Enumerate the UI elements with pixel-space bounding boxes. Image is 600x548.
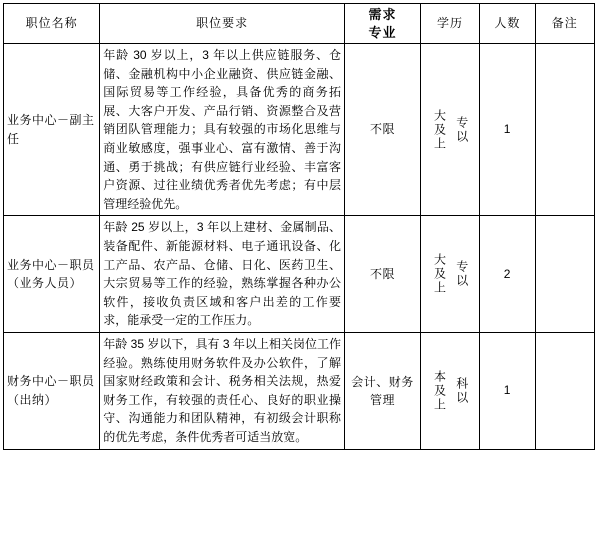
cell-major: 不限	[345, 44, 421, 216]
cell-position-name: 业务中心－副主任	[4, 44, 100, 216]
table-header-row	[4, 4, 595, 44]
cell-education-part2: 专以	[454, 260, 469, 289]
cell-headcount: 1	[480, 44, 535, 216]
header-position-requirements	[100, 4, 345, 44]
header-position-requirements-label: 职位要求	[196, 16, 249, 31]
cell-major	[345, 333, 421, 450]
header-headcount-label: 人数	[494, 16, 521, 31]
cell-remark	[535, 216, 594, 333]
cell-education-part2: 专以	[454, 115, 469, 144]
header-major	[345, 4, 421, 44]
cell-position-name: 财务中心－职员（出纳）	[4, 333, 100, 450]
cell-education-part1: 本及上	[432, 369, 447, 412]
table-row	[4, 44, 595, 216]
header-position-name-label: 职位名称	[25, 16, 78, 31]
header-major-line2: 专业	[368, 24, 397, 40]
header-major-line1: 需求	[368, 7, 397, 22]
cell-position-requirements: 年龄 30 岁以上，3 年以上供应链服务、仓储、金融机构中小企业融资、供应链金融、国际贸易等工作经验，具备优秀的商务拓展、大客户开发、产品行销、资源整合及营销团队管理能力；具有较强的市场化思维与商业敏感度，强事业心、富有激情、善于沟通、勇于挑战；有供应链行业经验、丰富客户资源、过往业绩优秀者优先考虑；有中层管理经验优先。	[100, 44, 345, 216]
table-row	[4, 333, 595, 450]
cell-education-part2: 科以	[454, 376, 469, 405]
table-row	[4, 216, 595, 333]
header-headcount	[480, 4, 535, 44]
cell-education	[420, 333, 479, 450]
cell-education	[420, 216, 479, 333]
cell-education-part1: 大及上	[432, 108, 447, 151]
cell-position-requirements: 年龄 25 岁以上，3 年以上建材、金属制品、装备配件、新能源材料、电子通讯设备、化工产品、农产品、仓储、日化、医药卫生、大宗贸易等工作的经验，熟练掌握各种办公软件，接收负责区域和客户出差的工作要求，能承受一定的工作压力。	[100, 216, 345, 333]
cell-education	[420, 44, 479, 216]
cell-remark	[535, 44, 594, 216]
cell-headcount: 2	[480, 216, 535, 333]
cell-remark	[535, 333, 594, 450]
cell-headcount: 1	[480, 333, 535, 450]
job-listing-table	[3, 3, 595, 450]
header-remark-label: 备注	[551, 16, 578, 31]
header-education	[420, 4, 479, 44]
cell-major-label: 会计、财务管理	[351, 374, 414, 407]
header-remark	[535, 4, 594, 44]
header-education-label: 学历	[437, 16, 464, 31]
cell-major: 不限	[345, 216, 421, 333]
cell-position-requirements: 年龄 35 岁以下，具有 3 年以上相关岗位工作经验。熟练使用财务软件及办公软件，了解国家财经政策和会计、税务相关法规，热爱财务工作，有较强的责任心、良好的职业操守、沟通能力和团队精神，有初级会计职称的优先考虑，条件优秀者可适当放宽。	[100, 333, 345, 450]
cell-education-part1: 大及上	[432, 253, 447, 296]
header-position-name	[4, 4, 100, 44]
cell-position-name: 业务中心－职员（业务人员）	[4, 216, 100, 333]
document-page	[0, 3, 600, 548]
